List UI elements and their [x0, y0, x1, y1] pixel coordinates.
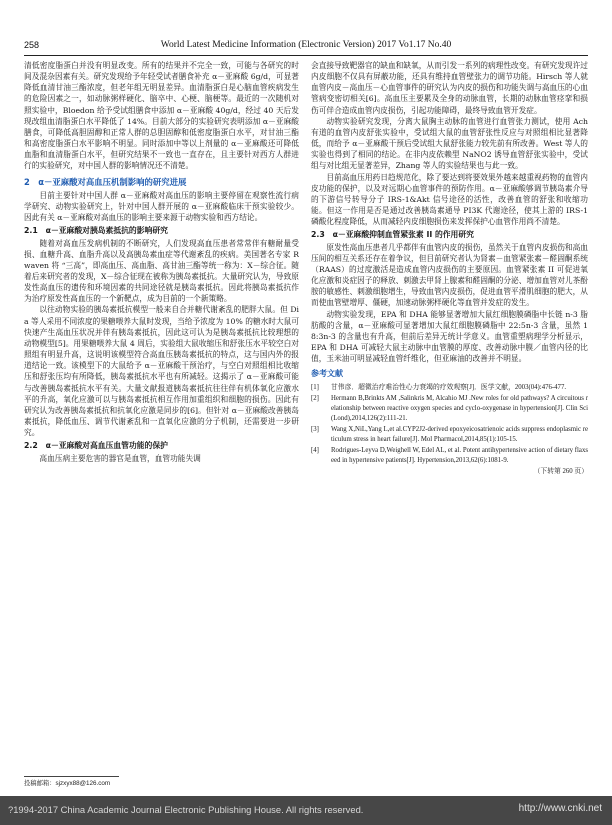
journal-title: World Latest Medicine Information (Electronic Version) 2017 Vo1.17 No.40 — [160, 40, 452, 50]
copyright-text: ?1994-2017 China Academic Journal Electronic Publishing House. All rights reserved. — [8, 804, 364, 815]
right-column — [311, 60, 588, 773]
subsection-2-3-heading: 2.3 α－亚麻酸抑制血管紧张素 II 的作用研究 — [311, 230, 474, 240]
header-rule — [24, 55, 588, 56]
right-paragraph-1: 会直接导致靶器官的缺血和缺氧，从而引发一系列的病理性改变。有研究发现许过内皮细胞不仅具有屏蔽功能，还具有维持血管壁张力的调节功能。Hirsch 等人就血管内皮－高血压－心血管事件的研究认为内皮的损伤和功能失调与高血压的心血管病变密切相关[6]。高血压主要累及全身的动脉血管，长期的动脉血管痉挛和损伤可伴合造成血管内皮损伤，引起功能障碍，最终导致血管开发症。 — [311, 61, 588, 115]
left-paragraph-4: 以往动物实验的胰岛素抵抗模型一般来自合并糖代谢紊乱的肥胖大鼠。但 Dia 等人采用不同浓度的果糖喂养大鼠时发现，当给予浓度为 10% 的糖水时大鼠可快速产生高血压状况并伴有胰岛素抵抗，因此这可认为是胰岛素抵抗比较理想的动物模型[5]。用果糖喂养大鼠 4 周后，实验组大鼠收缩压和舒张压水平较空白对照组有明显升高，这说明该模型符合高血压胰岛素抵抗的特点，这与国内外的报道结论一致。该模型下的大鼠给予 α－亚麻酸干预治疗，与空白对照组相比收缩压和舒张压均有所降低，胰岛素抵抗水平也有所减轻。这揭示了 α－亚麻酸可能与改善胰岛素抵抗水平有关。大量文献报道胰岛素抵抗往往伴有机体氧化应激水平的升高，氧化应激可以与胰岛素抵抗相互作用加重组织和细胞的损伤。因此有研究认为改善胰岛素抵抗和抗氧化应激是同步的[6]。但针对 α－亚麻酸改善胰岛素抵抗，降低血压、调节代谢紊乱和一直氧化应激的分子机制，还需要进一步研究。 — [24, 305, 299, 438]
reference-text: Hermann B,Brinkts AM ,Salinkris M, Alcahio MJ .New roles for old pathways? A circuitous relationship between reactive oxygen species and cyclo-oxygenase in hypertension[J]. Clin Sci (Lond),2014,126(2):111-21. — [331, 395, 588, 422]
reference-item — [311, 383, 588, 393]
reference-text: Wang X,NiL,Yang L,et al.CYP2J2-derived epoxyeicosatrienoic acids suppress endoplasmic reticulum stress in heart failure[J]. Mol Pharmacol,2014,85(1):105-15. — [331, 426, 588, 443]
references-heading: 参考文献 — [311, 369, 343, 379]
copyright-banner — [0, 796, 612, 825]
reference-item — [311, 394, 588, 423]
right-paragraph-4: 原发性高血压患者几乎都伴有血管内皮的损伤，虽然关于血管内皮损伤和高血压间的相互关系还存在着争议，但目前研究者认为肾素－血管紧张素－醛固酮系统（RAAS）的过度激活是造成血管内皮损伤的主要原因。血管紧张素 II 可促进氧化应激和炎症因子的释放、刺激去甲肾上腺素和醛固酮的分泌、增加血管对儿茶酚胺的敏感性、刺激细胞增生，导致血管内皮损伤，促进血管平滑肌细胞的肥大，从而使血管壁增厚、僵硬，加速动脉粥样硬化等血管并发症的发生。 — [311, 242, 588, 308]
right-paragraph-3: 目前高血压用药日趋规范化，除了要达到将要效果外越来越重视药物的血管内皮功能的保护，以及对远期心血管事件的预防作用。α－亚麻酸够调节胰岛素介导的下游信号转导分子 IRS-1&Akt 信号途径的活性，改善血管的舒张和收缩功能。但这一作用是否是通过改善胰岛素通导 PI3K 代谢途径，使其上游的 IRS-1 磷酸化程度降低，从而减轻内皮细胞损伤来发挥保护心血管作用尚不清楚。 — [311, 172, 588, 227]
section-2-heading: 2 α－亚麻酸对高血压机制影响的研究进展 — [24, 176, 187, 187]
reference-item — [311, 446, 588, 465]
footnote-rule — [24, 776, 119, 777]
left-paragraph-5: 高血压病主要危害的器官是血管，血管功能失调 — [39, 453, 201, 463]
reference-list — [311, 383, 588, 477]
left-paragraph-2: 目前主要针对中国人群 α－亚麻酸对高血压的影响主要停留在观察性流行病学研究、动物实验研究上，针对中国人群开展的 α－亚麻酸临床干预实验较少。因此有关 α－亚麻酸对高血压的影响主要来源于动物实验和西方结论。 — [24, 190, 299, 223]
reference-number: [2] — [311, 395, 319, 403]
right-paragraph-2: 动物实验研究发现，分离大鼠胸主动脉的血管进行血管张力测试，使用 Ach 有道的血管内皮舒张实验中，受试组大鼠的血管舒张性反应与对照组相比显著降低，而给予 α－亚麻酸干预后受试组大鼠舒张能力较先前有所改善。West 等人的实验也得到了相同的结论。在非内皮依赖型 NaNO2 诱导血管舒张实验中，受试组与对比组无显著差异，Zhang 等人的实验结果也与此一致。 — [311, 116, 588, 171]
left-paragraph-3: 随着对高血压发病机制的不断研究，人们发现高血压患者常常伴有糖耐量受损、血糖升高、血脂升高以及高胰岛素血症等代谢紊乱的疾病。美国著名专家 Rwaven 将 “三高”，即高血压、高血脂、高甘油三酯等统一称为：X－综合征。随着后来研究者的发现，X－综合征现在被称为胰岛素抵抗。大量研究认为，导致原发性高血压的遗传和环境因素的共同途径就是胰岛素抵抗。因此将胰岛素抵抗作为治疗原发性高血压的一个新靶点，成为目前的一个新策略。 — [24, 238, 299, 304]
submission-email: 投稿邮箱：sjzxyx88@126.com — [24, 780, 111, 787]
reference-number: [1] — [311, 383, 319, 391]
reference-item — [311, 425, 588, 444]
right-paragraph-5: 动物实验发现，EPA 和 DHA 能够显著增加大鼠红细胞膜磷脂中长链 n-3 脂肪酸的含量，α－亚麻酸可显著增加大鼠红细胞膜磷脂中 22:5n-3 含量，虽然 18:3n-3 的含量也有升高，但前后差异无统计学意义。血管重塑病理学分析显示，EPA 和 DHA 可减轻大鼠主动脉中血管膜的厚度、改善动脉中膜／血管内径的比值，玉米油可明显减轻血管纤维化，但亚麻油的改善并不明显。 — [311, 309, 588, 364]
continued-note: （下转第 260 页） — [533, 468, 588, 476]
page-header — [24, 38, 588, 54]
left-column — [24, 60, 299, 773]
page-number: 258 — [24, 40, 40, 50]
cnki-link[interactable]: http://www.cnki.net — [518, 803, 602, 814]
reference-number: [3] — [311, 426, 319, 434]
reference-text: Rodrigues-Leyva D,Weighell W, Edel AL, et al. Potent antihypertensive action of dietary flaxseed in hypertensive patients[J]. Hypertension,2013,62(6):1081-9. — [331, 447, 588, 464]
subsection-2-1-heading: 2.1 α－亚麻酸对胰岛素抵抗的影响研究 — [24, 226, 168, 236]
reference-text: 甘伟彦．超微治疗难治性心力衰竭的疗效观察[J]．医学文献，2003(04):476-477. — [331, 383, 567, 391]
left-paragraph-1: 清低密度脂蛋白并没有明显改变。所有的结果并不完全一致，可能与各研究的时间及混杂因素有关。研究发现给予年轻受试者膳食补充 α－亚麻酸 6g/d，可显著降低血清甘油三酯浓度，但老年组无明显差异。血清脂蛋白是心脑血管疾病发生的危险因素之一，如动脉粥样硬化、脑卒中、心梗、脑梗等。最近的一次随机对照实验中，Bloedon 给予受试组膳食中添加 α－亚麻酸 40g/d，经过 40 天后发现改组血清脂蛋白水平降低了 14%。目前大部分的实验研究表明添加 α－亚麻酸膳食，可降低高胆固醇和正常人群的总胆固醇和低密度脂蛋白水平，对甘油三酯和高密度脂蛋白水平影响不明显。同时添加中等以上剂量的 α－亚麻酸还可降低血脂和血清脂蛋白水平，但研究结果不一致也一直存在，且主要针对西方人群进行的实验研究，对中国人群的影响情况还不清楚。 — [24, 61, 299, 171]
subsection-2-2-heading: 2.2 α－亚麻酸对高血压血管功能的保护 — [24, 441, 168, 451]
reference-number: [4] — [311, 447, 319, 455]
